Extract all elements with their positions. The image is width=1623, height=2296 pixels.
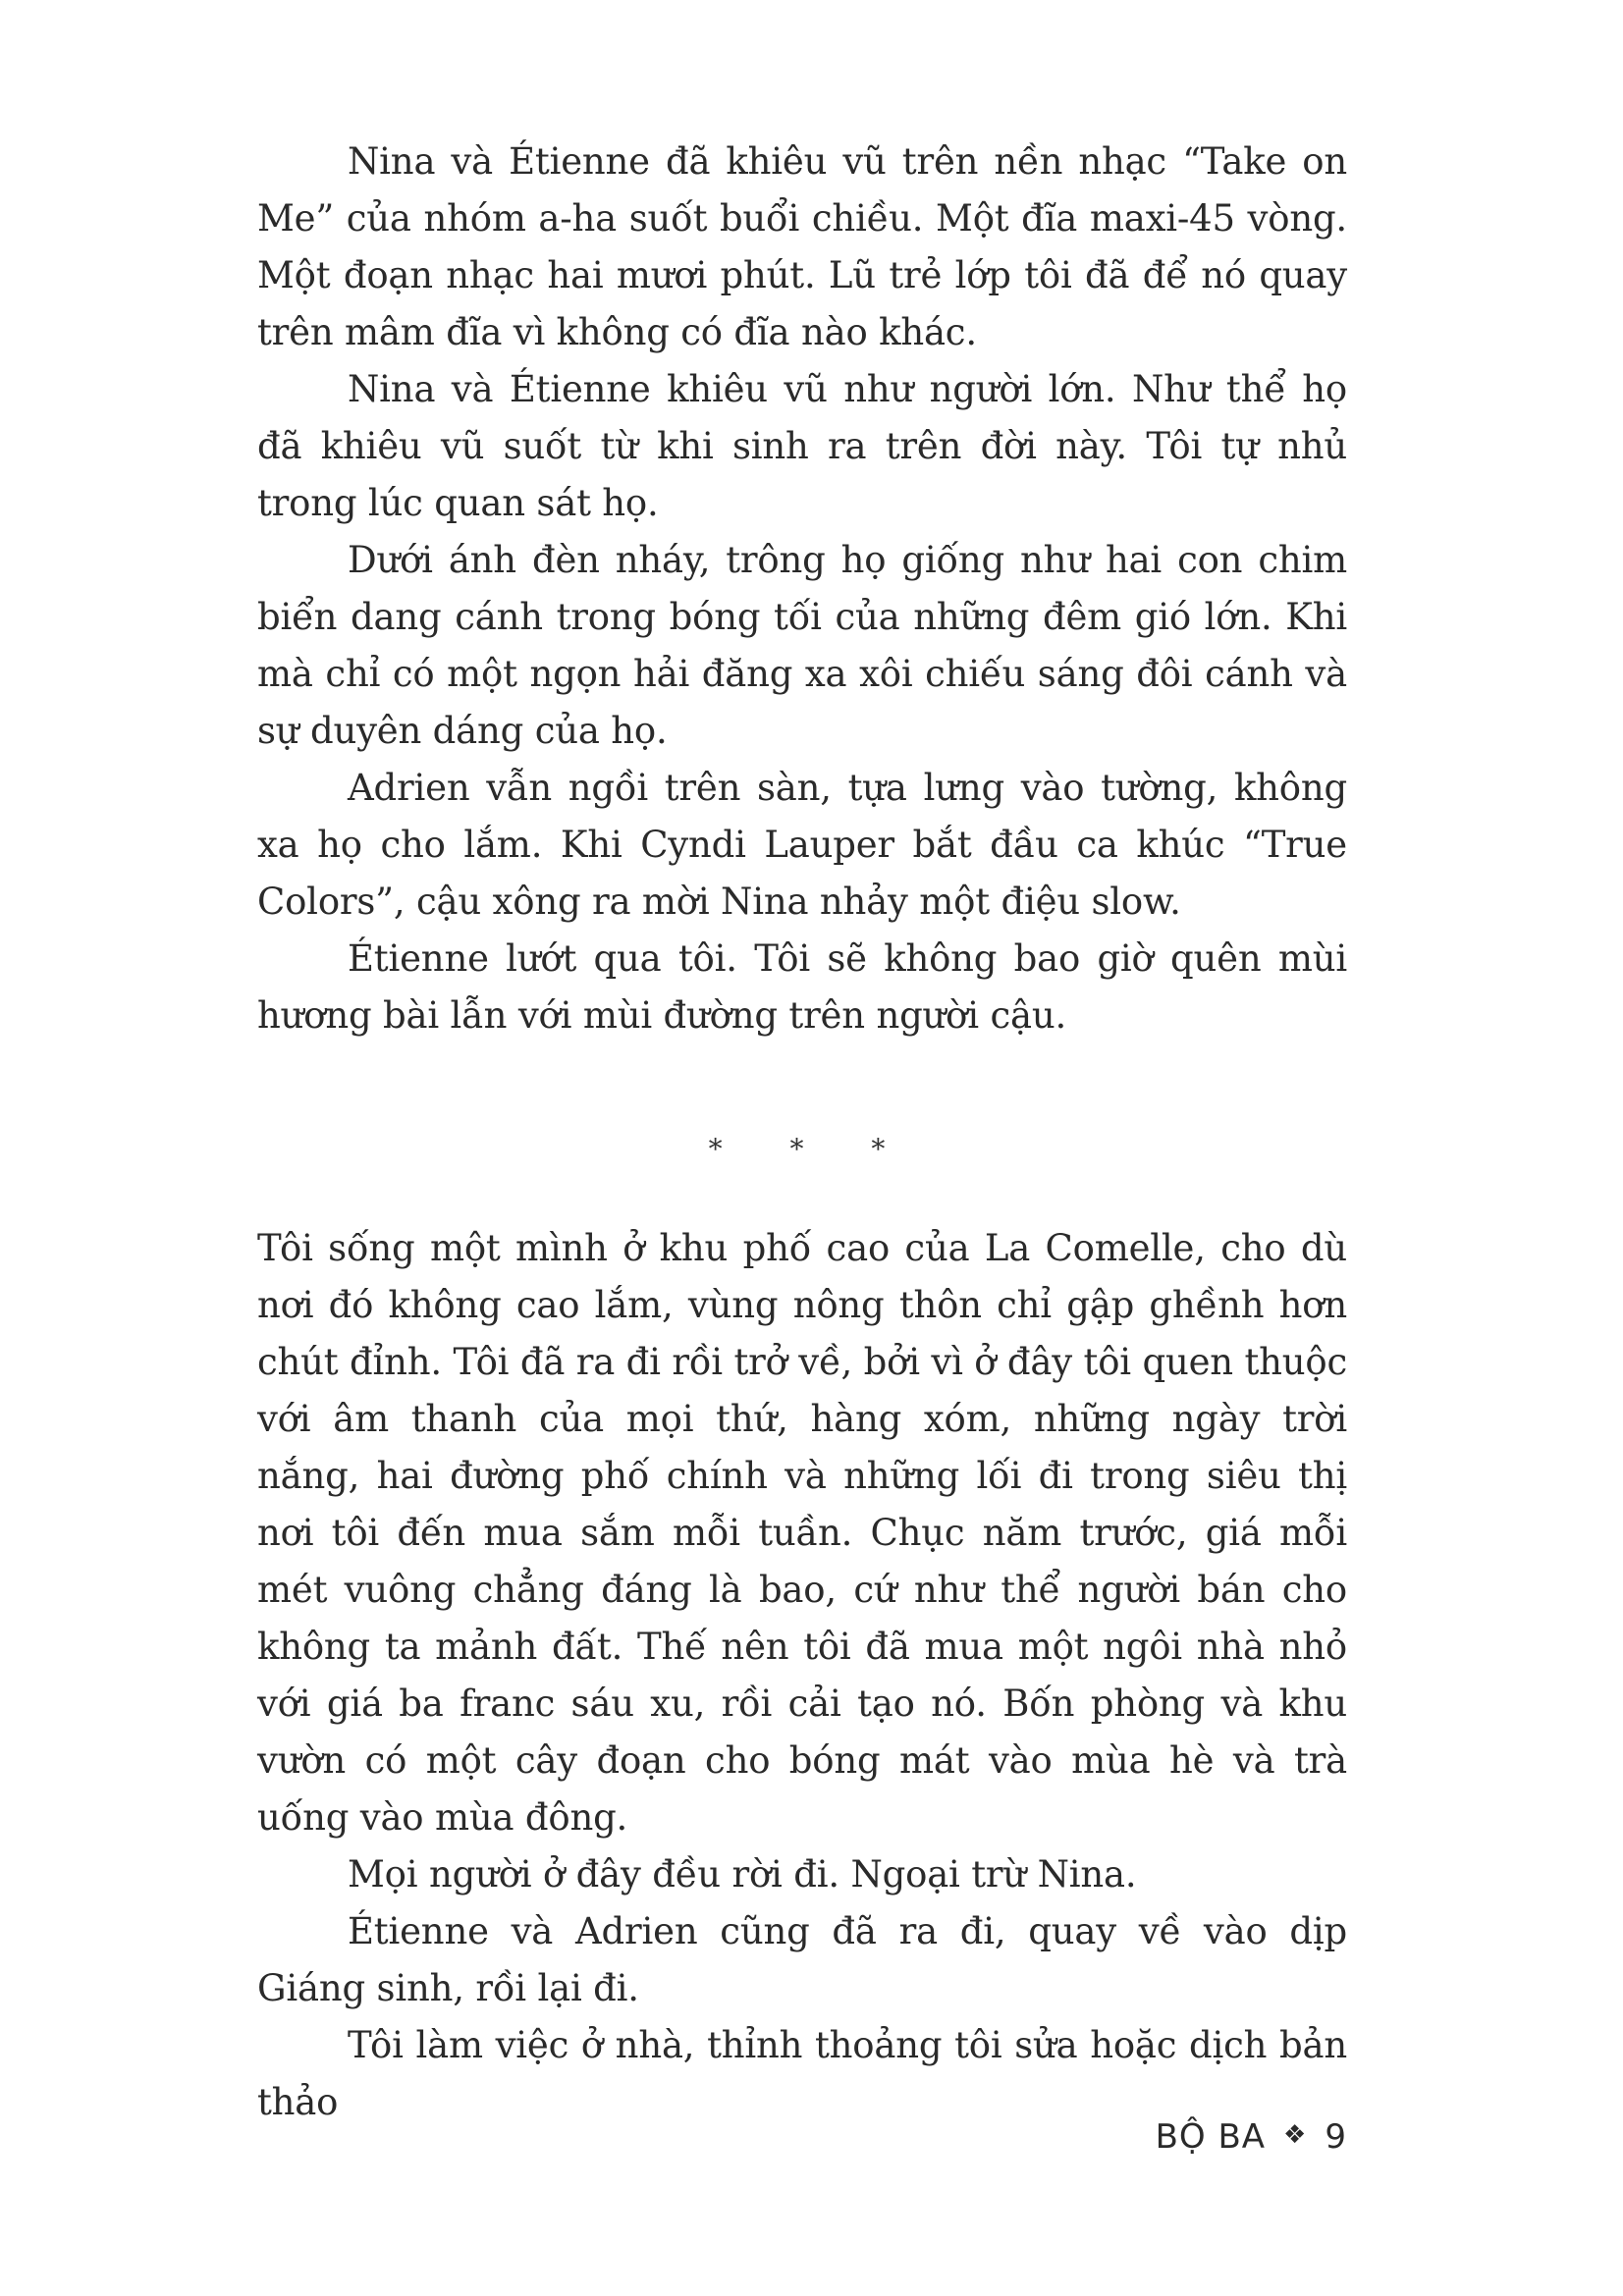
running-footer: [1156, 2117, 1347, 2157]
paragraph: Tôi sống một mình ở khu phố cao của La Comelle, cho dù nơi đó không cao lắm, vùng nông thôn chỉ gập ghềnh hơn chút đỉnh. Tôi đã ra đi rồi trở về, bởi vì ở đây tôi quen thuộc với âm thanh của mọi thứ, hàng xóm, những ngày trời nắng, hai đường phố chính và những lối đi trong siêu thị nơi tôi đến mua sắm mỗi tuần. Chục năm trước, giá mỗi mét vuông chẳng đáng là bao, cứ như thể người bán cho không ta mảnh đất. Thế nên tôi đã mua một ngôi nhà nhỏ với giá ba franc sáu xu, rồi cải tạo nó. Bốn phòng và khu vườn có một cây đoạn cho bóng mát vào mùa hè và trà uống vào mùa đông.: [257, 1227, 1347, 1839]
scene-break: * * *: [708, 1133, 915, 1165]
text-section-two: [257, 1220, 1347, 2131]
paragraph: Dưới ánh đèn nháy, trông họ giống như hai con chim biển dang cánh trong bóng tối của những đêm gió lớn. Khi mà chỉ có một ngọn hải đăng xa xôi chiếu sáng đôi cánh và sự duyên dáng của họ.: [257, 539, 1347, 752]
paragraph: Nina và Étienne đã khiêu vũ trên nền nhạc “Take on Me” của nhóm a-ha suốt buổi chiều. Một đĩa maxi-45 vòng. Một đoạn nhạc hai mươi phút. Lũ trẻ lớp tôi đã để nó quay trên mâm đĩa vì không có đĩa nào khác.: [257, 140, 1347, 353]
paragraph: Adrien vẫn ngồi trên sàn, tựa lưng vào tường, không xa họ cho lắm. Khi Cyndi Lauper bắt đầu ca khúc “True Colors”, cậu xông ra mời Nina nhảy một điệu slow.: [257, 767, 1347, 923]
diamond-icon: ❖: [1283, 2120, 1308, 2150]
paragraph: Étienne lướt qua tôi. Tôi sẽ không bao giờ quên mùi hương bài lẫn với mùi đường trên người cậu.: [257, 937, 1347, 1037]
book-title: BỘ BA: [1155, 2117, 1267, 2157]
text-section-one: [257, 133, 1347, 1044]
paragraph: Tôi làm việc ở nhà, thỉnh thoảng tôi sửa hoặc dịch bản thảo: [257, 2024, 1347, 2123]
page-number: 9: [1325, 2117, 1347, 2157]
paragraph: Étienne và Adrien cũng đã ra đi, quay về vào dịp Giáng sinh, rồi lại đi.: [257, 1910, 1347, 2009]
paragraph: Mọi người ở đây đều rời đi. Ngoại trừ Nina.: [348, 1853, 1137, 1896]
paragraph: Nina và Étienne khiêu vũ như người lớn. Như thể họ đã khiêu vũ suốt từ khi sinh ra trên đời này. Tôi tự nhủ trong lúc quan sát họ.: [257, 368, 1347, 524]
